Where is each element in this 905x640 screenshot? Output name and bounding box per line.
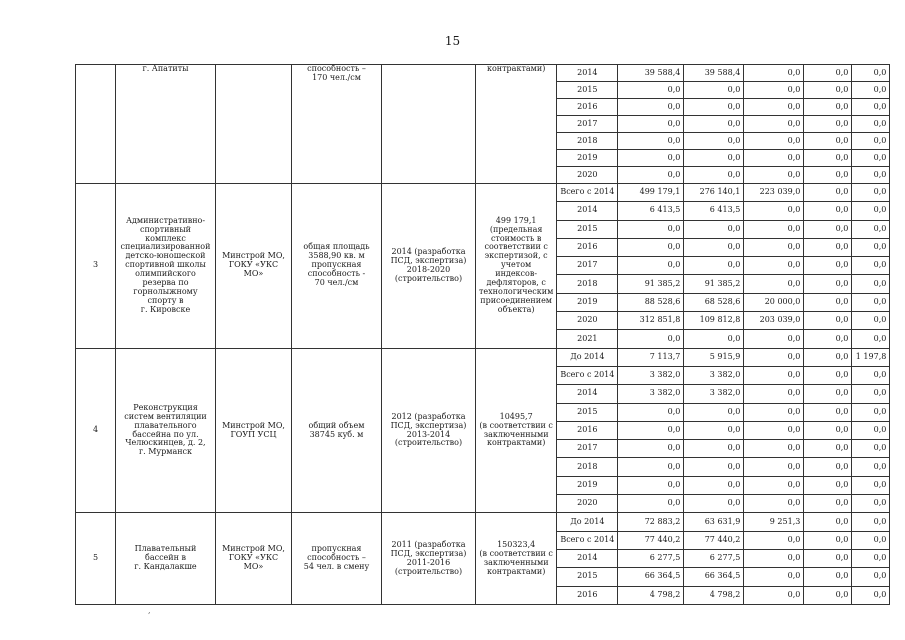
total-cell: 0,0 xyxy=(618,238,684,256)
capacity-cell: способность – 170 чел./см xyxy=(292,65,382,184)
municipal-budget-cell: 0,0 xyxy=(804,495,852,513)
other-sources-cell: 0,0 xyxy=(852,220,890,238)
federal-budget-cell: 0,0 xyxy=(744,531,804,549)
table-row xyxy=(76,184,890,202)
regional-budget-cell: 4 798,2 xyxy=(684,586,744,604)
municipal-budget-cell: 0,0 xyxy=(804,99,852,116)
federal-budget-cell: 0,0 xyxy=(744,275,804,293)
regional-budget-cell: 0,0 xyxy=(684,257,744,275)
program-objects-table xyxy=(75,64,890,605)
other-sources-cell: 0,0 xyxy=(852,366,890,384)
municipal-budget-cell: 0,0 xyxy=(804,65,852,82)
municipal-budget-cell: 0,0 xyxy=(804,513,852,531)
municipal-budget-cell: 0,0 xyxy=(804,440,852,458)
cost-cell: 150323,4 (в соответствии с заключенными контрактами) xyxy=(476,513,557,604)
other-sources-cell: 0,0 xyxy=(852,202,890,220)
federal-budget-cell: 0,0 xyxy=(744,82,804,99)
table-row xyxy=(76,348,890,366)
municipal-budget-cell: 0,0 xyxy=(804,476,852,494)
regional-budget-cell: 3 382,0 xyxy=(684,385,744,403)
municipal-budget-cell: 0,0 xyxy=(804,220,852,238)
year-cell: Всего с 2014 xyxy=(557,366,618,384)
municipal-budget-cell: 0,0 xyxy=(804,568,852,586)
municipal-budget-cell: 0,0 xyxy=(804,275,852,293)
federal-budget-cell: 20 000,0 xyxy=(744,293,804,311)
object-name-cell: Административно- спортивный комплекс специализированной детско-юношеской спортивной школы олимпийского резерва по горнолыжному спорту в г. Кировске xyxy=(116,184,216,349)
total-cell: 0,0 xyxy=(618,99,684,116)
total-cell: 312 851,8 xyxy=(618,312,684,330)
year-cell: 2018 xyxy=(557,133,618,150)
other-sources-cell: 0,0 xyxy=(852,458,890,476)
municipal-budget-cell: 0,0 xyxy=(804,257,852,275)
total-cell: 0,0 xyxy=(618,440,684,458)
total-cell: 0,0 xyxy=(618,167,684,184)
year-cell: До 2014 xyxy=(557,348,618,366)
federal-budget-cell: 0,0 xyxy=(744,348,804,366)
page-number: 15 xyxy=(444,34,461,48)
federal-budget-cell: 0,0 xyxy=(744,476,804,494)
regional-budget-cell: 68 528,6 xyxy=(684,293,744,311)
total-cell: 77 440,2 xyxy=(618,531,684,549)
other-sources-cell: 0,0 xyxy=(852,385,890,403)
municipal-budget-cell: 0,0 xyxy=(804,421,852,439)
year-cell: 2015 xyxy=(557,568,618,586)
year-cell: 2019 xyxy=(557,150,618,167)
federal-budget-cell: 0,0 xyxy=(744,167,804,184)
capacity-cell: пропускная способность – 54 чел. в смену xyxy=(292,513,382,604)
other-sources-cell: 0,0 xyxy=(852,116,890,133)
cost-cell: 10495,7 (в соответствии с заключенными контрактами) xyxy=(476,348,557,513)
municipal-budget-cell: 0,0 xyxy=(804,293,852,311)
object-name-cell: г. Апатиты xyxy=(116,65,216,184)
municipal-budget-cell: 0,0 xyxy=(804,238,852,256)
total-cell: 88 528,6 xyxy=(618,293,684,311)
total-cell: 6 277,5 xyxy=(618,549,684,567)
federal-budget-cell: 203 039,0 xyxy=(744,312,804,330)
federal-budget-cell: 0,0 xyxy=(744,150,804,167)
other-sources-cell: 0,0 xyxy=(852,293,890,311)
year-cell: 2015 xyxy=(557,220,618,238)
total-cell: 66 364,5 xyxy=(618,568,684,586)
year-cell: Всего с 2014 xyxy=(557,531,618,549)
other-sources-cell: 0,0 xyxy=(852,568,890,586)
regional-budget-cell: 0,0 xyxy=(684,116,744,133)
other-sources-cell: 0,0 xyxy=(852,330,890,348)
total-cell: 0,0 xyxy=(618,403,684,421)
regional-budget-cell: 0,0 xyxy=(684,421,744,439)
municipal-budget-cell: 0,0 xyxy=(804,116,852,133)
other-sources-cell: 0,0 xyxy=(852,99,890,116)
other-sources-cell: 0,0 xyxy=(852,513,890,531)
other-sources-cell: 0,0 xyxy=(852,421,890,439)
customer-cell xyxy=(216,65,292,184)
other-sources-cell: 0,0 xyxy=(852,403,890,421)
total-cell: 0,0 xyxy=(618,257,684,275)
regional-budget-cell: 276 140,1 xyxy=(684,184,744,202)
total-cell: 0,0 xyxy=(618,495,684,513)
regional-budget-cell: 91 385,2 xyxy=(684,275,744,293)
regional-budget-cell: 39 588,4 xyxy=(684,65,744,82)
municipal-budget-cell: 0,0 xyxy=(804,348,852,366)
total-cell: 0,0 xyxy=(618,476,684,494)
regional-budget-cell: 77 440,2 xyxy=(684,531,744,549)
regional-budget-cell: 3 382,0 xyxy=(684,366,744,384)
other-sources-cell: 0,0 xyxy=(852,586,890,604)
federal-budget-cell: 0,0 xyxy=(744,366,804,384)
period-cell: 2014 (разработка ПСД, экспертиза) 2018-2020 (строительство) xyxy=(382,184,476,349)
other-sources-cell: 0,0 xyxy=(852,65,890,82)
municipal-budget-cell: 0,0 xyxy=(804,150,852,167)
municipal-budget-cell: 0,0 xyxy=(804,184,852,202)
object-number-cell: 3 xyxy=(76,184,116,349)
total-cell: 3 382,0 xyxy=(618,366,684,384)
regional-budget-cell: 5 915,9 xyxy=(684,348,744,366)
municipal-budget-cell: 0,0 xyxy=(804,531,852,549)
regional-budget-cell: 0,0 xyxy=(684,82,744,99)
federal-budget-cell: 0,0 xyxy=(744,99,804,116)
regional-budget-cell: 0,0 xyxy=(684,150,744,167)
regional-budget-cell: 109 812,8 xyxy=(684,312,744,330)
regional-budget-cell: 0,0 xyxy=(684,330,744,348)
year-cell: 2014 xyxy=(557,65,618,82)
regional-budget-cell: 0,0 xyxy=(684,220,744,238)
total-cell: 0,0 xyxy=(618,82,684,99)
regional-budget-cell: 6 413,5 xyxy=(684,202,744,220)
total-cell: 0,0 xyxy=(618,150,684,167)
federal-budget-cell: 223 039,0 xyxy=(744,184,804,202)
federal-budget-cell: 0,0 xyxy=(744,385,804,403)
total-cell: 0,0 xyxy=(618,220,684,238)
regional-budget-cell: 0,0 xyxy=(684,476,744,494)
customer-cell: Минстрой МО, ГОУП УСЦ xyxy=(216,348,292,513)
municipal-budget-cell: 0,0 xyxy=(804,366,852,384)
object-number-cell xyxy=(76,65,116,184)
total-cell: 91 385,2 xyxy=(618,275,684,293)
total-cell: 7 113,7 xyxy=(618,348,684,366)
federal-budget-cell: 0,0 xyxy=(744,549,804,567)
year-cell: 2020 xyxy=(557,167,618,184)
page-footer-mark: , xyxy=(148,606,151,615)
year-cell: Всего с 2014 xyxy=(557,184,618,202)
municipal-budget-cell: 0,0 xyxy=(804,82,852,99)
customer-cell: Минстрой МО, ГОКУ «УКС МО» xyxy=(216,513,292,604)
federal-budget-cell: 0,0 xyxy=(744,440,804,458)
regional-budget-cell: 0,0 xyxy=(684,238,744,256)
regional-budget-cell: 0,0 xyxy=(684,440,744,458)
total-cell: 3 382,0 xyxy=(618,385,684,403)
municipal-budget-cell: 0,0 xyxy=(804,312,852,330)
period-cell: 2012 (разработка ПСД, экспертиза) 2013-2014 (строительство) xyxy=(382,348,476,513)
regional-budget-cell: 0,0 xyxy=(684,495,744,513)
year-cell: 2015 xyxy=(557,403,618,421)
total-cell: 0,0 xyxy=(618,458,684,476)
cost-cell: 499 179,1 (предельная стоимость в соответствии с экспертизой, с учетом индексов- дефляторов, с технологическим присоединением объекта) xyxy=(476,184,557,349)
regional-budget-cell: 0,0 xyxy=(684,403,744,421)
total-cell: 4 798,2 xyxy=(618,586,684,604)
capacity-cell: общий объем 38745 куб. м xyxy=(292,348,382,513)
year-cell: 2018 xyxy=(557,275,618,293)
federal-budget-cell: 0,0 xyxy=(744,586,804,604)
year-cell: 2020 xyxy=(557,312,618,330)
other-sources-cell: 0,0 xyxy=(852,82,890,99)
other-sources-cell: 1 197,8 xyxy=(852,348,890,366)
object-number-cell: 5 xyxy=(76,513,116,604)
table-row xyxy=(76,513,890,531)
year-cell: 2017 xyxy=(557,257,618,275)
federal-budget-cell: 0,0 xyxy=(744,238,804,256)
total-cell: 6 413,5 xyxy=(618,202,684,220)
period-cell xyxy=(382,65,476,184)
total-cell: 0,0 xyxy=(618,116,684,133)
federal-budget-cell: 0,0 xyxy=(744,458,804,476)
table-row xyxy=(76,65,890,82)
regional-budget-cell: 66 364,5 xyxy=(684,568,744,586)
year-cell: 2020 xyxy=(557,495,618,513)
other-sources-cell: 0,0 xyxy=(852,495,890,513)
regional-budget-cell: 0,0 xyxy=(684,458,744,476)
year-cell: До 2014 xyxy=(557,513,618,531)
year-cell: 2017 xyxy=(557,440,618,458)
federal-budget-cell: 0,0 xyxy=(744,65,804,82)
municipal-budget-cell: 0,0 xyxy=(804,549,852,567)
federal-budget-cell: 0,0 xyxy=(744,495,804,513)
federal-budget-cell: 0,0 xyxy=(744,403,804,421)
regional-budget-cell: 0,0 xyxy=(684,133,744,150)
total-cell: 72 883,2 xyxy=(618,513,684,531)
other-sources-cell: 0,0 xyxy=(852,312,890,330)
other-sources-cell: 0,0 xyxy=(852,531,890,549)
year-cell: 2014 xyxy=(557,385,618,403)
regional-budget-cell: 0,0 xyxy=(684,167,744,184)
municipal-budget-cell: 0,0 xyxy=(804,330,852,348)
other-sources-cell: 0,0 xyxy=(852,440,890,458)
municipal-budget-cell: 0,0 xyxy=(804,403,852,421)
other-sources-cell: 0,0 xyxy=(852,549,890,567)
year-cell: 2021 xyxy=(557,330,618,348)
federal-budget-cell: 0,0 xyxy=(744,202,804,220)
regional-budget-cell: 6 277,5 xyxy=(684,549,744,567)
federal-budget-cell: 0,0 xyxy=(744,330,804,348)
regional-budget-cell: 0,0 xyxy=(684,99,744,116)
year-cell: 2017 xyxy=(557,116,618,133)
object-number-cell: 4 xyxy=(76,348,116,513)
total-cell: 39 588,4 xyxy=(618,65,684,82)
other-sources-cell: 0,0 xyxy=(852,238,890,256)
federal-budget-cell: 0,0 xyxy=(744,568,804,586)
customer-cell: Минстрой МО, ГОКУ «УКС МО» xyxy=(216,184,292,349)
total-cell: 0,0 xyxy=(618,133,684,150)
other-sources-cell: 0,0 xyxy=(852,167,890,184)
year-cell: 2019 xyxy=(557,293,618,311)
other-sources-cell: 0,0 xyxy=(852,133,890,150)
other-sources-cell: 0,0 xyxy=(852,275,890,293)
federal-budget-cell: 0,0 xyxy=(744,421,804,439)
year-cell: 2019 xyxy=(557,476,618,494)
other-sources-cell: 0,0 xyxy=(852,184,890,202)
other-sources-cell: 0,0 xyxy=(852,476,890,494)
year-cell: 2014 xyxy=(557,202,618,220)
year-cell: 2016 xyxy=(557,238,618,256)
regional-budget-cell: 63 631,9 xyxy=(684,513,744,531)
federal-budget-cell: 0,0 xyxy=(744,220,804,238)
object-name-cell: Плавательный бассейн в г. Кандалакше xyxy=(116,513,216,604)
municipal-budget-cell: 0,0 xyxy=(804,458,852,476)
year-cell: 2016 xyxy=(557,421,618,439)
cost-cell: контрактами) xyxy=(476,65,557,184)
year-cell: 2015 xyxy=(557,82,618,99)
federal-budget-cell: 0,0 xyxy=(744,116,804,133)
total-cell: 0,0 xyxy=(618,421,684,439)
federal-budget-cell: 0,0 xyxy=(744,257,804,275)
year-cell: 2018 xyxy=(557,458,618,476)
municipal-budget-cell: 0,0 xyxy=(804,586,852,604)
other-sources-cell: 0,0 xyxy=(852,257,890,275)
total-cell: 0,0 xyxy=(618,330,684,348)
capacity-cell: общая площадь 3588,90 кв. м пропускная способность - 70 чел./см xyxy=(292,184,382,349)
federal-budget-cell: 0,0 xyxy=(744,133,804,150)
object-name-cell: Реконструкция систем вентиляции плавательного бассейна по ул. Челюскинцев, д. 2, г. Мурманск xyxy=(116,348,216,513)
year-cell: 2016 xyxy=(557,99,618,116)
municipal-budget-cell: 0,0 xyxy=(804,202,852,220)
year-cell: 2014 xyxy=(557,549,618,567)
period-cell: 2011 (разработка ПСД, экспертиза) 2011-2016 (строительство) xyxy=(382,513,476,604)
other-sources-cell: 0,0 xyxy=(852,150,890,167)
municipal-budget-cell: 0,0 xyxy=(804,133,852,150)
total-cell: 499 179,1 xyxy=(618,184,684,202)
year-cell: 2016 xyxy=(557,586,618,604)
municipal-budget-cell: 0,0 xyxy=(804,385,852,403)
federal-budget-cell: 9 251,3 xyxy=(744,513,804,531)
municipal-budget-cell: 0,0 xyxy=(804,167,852,184)
